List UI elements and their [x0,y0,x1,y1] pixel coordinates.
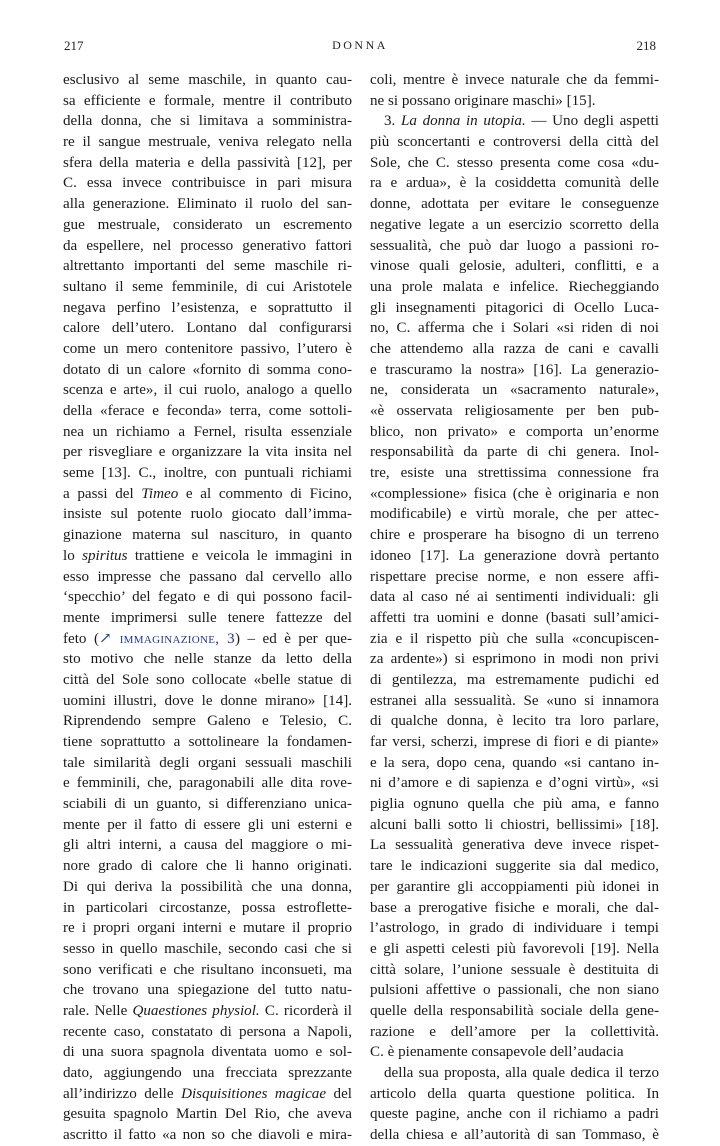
text-line: e la sera, dopo cena, quando «si cantano in- [370,754,659,771]
text-line: ne si possano originare maschi» [15]. [370,92,596,109]
text-line: 3. La donna in utopia. — Uno degli aspetti [384,113,660,130]
text-line: alla generazione. Eliminato il ruolo del san- [63,196,352,213]
text-line: base a prerogative fisiche e morali, che dal- [370,899,659,916]
running-title: DONNA [332,38,388,52]
text-line: Sole, che C. stesso presenta come cosa «du- [370,154,659,171]
text-line: a passi del Timeo e al commento di Ficino, [63,485,352,502]
text-line: rale. Nelle Quaestiones physiol. C. ricorderà il [63,1002,352,1019]
text-line: articolo della quarta questione politica. In [370,1085,659,1102]
text-line: ‘specchio’ del fegato e di qui possono facil- [63,589,352,606]
text-line: re i propri organi interni e mutare il proprio [63,920,352,937]
text-line: seme [13]. C., inoltre, con puntuali richiami [63,465,352,482]
text-line: responsabilità da parte di chi genera. Inol- [370,444,659,461]
italic-phrase: Timeo [141,485,179,502]
text-line: ascritto il fatto «a non so che diavoli e mira- [63,1127,352,1144]
text-line: insiste sul potente ruolo giocato dall’imma- [63,506,352,523]
text-line: che attendemo alla razza de cani e cavalli [370,340,659,357]
text-line: nea un richiamo a Fernel, risulta essenziale [63,423,352,440]
text-line: razione e dell’amore per la collettività. [370,1023,659,1040]
text-line: in particolari circostanze, possa estroflette- [63,899,352,916]
text-line: lo spiritus trattiene e veicola le immagini in [63,547,352,564]
text-line: l’astrologo, in grado di individuare i tempi [370,920,659,937]
italic-phrase: Quaestiones physiol. [132,1002,260,1019]
text-line: della sua proposta, alla quale dedica il terzo [384,1065,659,1081]
text-line: della «ferace e feconda» terra, come sottoli- [63,403,352,419]
text-line: esso impresse che passano dal cervello allo [63,568,352,585]
text-line: modificabile) e virtù morale, che per attec- [370,506,659,523]
text-line: idoneo [17]. La generazione dovrà pertanto [370,547,659,564]
text-line: sultano il seme femminile, di cui Aristotele [63,278,352,295]
text-line: calore dell’utero. Lontano dal configurarsi [63,320,352,337]
text-line: Riprendendo sempre Galeno e Telesio, C. [63,713,352,730]
text-line: alcuni balli sotto li chiostri, bellissimi» [18]. [370,816,659,833]
italic-phrase: spiritus [82,547,128,564]
right-text-column [370,70,659,1146]
italic-phrase: La donna in utopia. [400,113,526,130]
text-line: recente caso, constatato di persona a Napoli, [63,1023,352,1040]
text-line: quelle della responsabilità sociale della gene- [370,1002,659,1019]
text-line: mente per il fatto di essere gli uni esterni e [63,816,352,833]
text-line: e femminili, che, paragonabili alle dita rove- [63,775,352,792]
text-line: esclusivo al seme maschile, in quanto cau- [63,72,352,88]
text-line: della chiesa e all’autorità di san Tommaso, è [370,1127,659,1144]
text-line: tre, esiste una strettissima connessione fra [370,465,659,482]
text-line: tiene soprattutto a sottolineare la fondamen- [63,734,352,750]
text-line: per garantire gli accoppiamenti più idonei in [370,878,659,895]
text-line: scenza e arte», il cui ruolo, analogo a quello [63,382,352,399]
text-line: sessualità, che può dar luogo a passioni ro- [370,237,659,254]
text-line: della donna, che si limitava a somministra- [63,113,352,130]
page-number-right: 218 [636,38,656,53]
text-line: Di qui deriva la possibilità che una donna, [63,878,352,895]
text-line: chire e prosperare ha bisogno di un terreno [370,527,659,544]
text-line: sono verificati e che risultano inconsueti, ma [63,961,352,978]
text-line: una prole malata e infelice. Riecheggiando [370,278,659,295]
text-line: C. essa invece contribuisce in pari misura [63,175,352,192]
text-line: sto motivo che nelle stanze da letto della [63,651,352,668]
text-line: negative legate a un esercizio scorretto della [370,216,659,233]
text-line: pulsioni affettive o passionali, che non siano [370,982,659,999]
text-line: C. è pienamente consapevole dell’audacia [370,1044,624,1061]
text-line: ra e ardua», è la cosiddetta comunità delle [370,175,659,192]
text-line: di gentilezza, ma estremamente pudichi ed [370,671,659,688]
text-line: ginazione materna sul nascituro, in quanto [63,527,352,544]
text-line: affetti tra uomini e donne (basati sull’amici- [370,609,659,626]
text-line: far versi, scherzi, imprese di fiori e di piante» [370,734,659,750]
text-line: tare le indicazioni suggerite sia dal medico, [370,858,659,875]
text-line: più sconcertanti e controversi della città del [370,134,659,151]
text-line: e trascuramo la nostra» [16]. La generazio- [370,361,659,378]
text-line: gli altri interni, a causa del maggiore o mi- [63,837,352,854]
italic-phrase: Disquisitiones magicae [181,1085,327,1102]
page-number-left: 217 [64,38,84,53]
text-line: da espellere, nel processo generativo fattori [63,237,352,254]
text-line: zia e il rispetto più che sulla «concupiscen- [370,630,659,647]
text-line: «complessione» fisica (che è originaria e non [370,485,659,502]
text-line: dato, aggiungendo una frecciata sprezzante [63,1065,352,1081]
text-line: che trovano una spiegazione del tutto natu- [63,982,352,999]
text-line: tale similarità degli organi sessuali maschili [63,754,352,771]
text-line: dotato di un calore «fornito di somma cono- [63,361,352,378]
text-line: La sessualità generativa deve invece rispet- [370,837,659,854]
text-line: ne, considerata un «sacramento naturale», [370,382,659,399]
text-line: per risvegliare e organizzare la vita insita nel [63,444,352,461]
text-line: negava perfino l’esistenza, e soprattutto il [63,299,352,316]
text-line: di una suora spagnola diventata uomo e sol- [63,1044,352,1061]
text-line: donne, adottata per evitare le conseguenze [370,196,659,213]
text-line: città solare, l’unione sessuale è destituita di [370,961,659,978]
text-line: all’indirizzo delle Disquisitiones magicae del [63,1085,352,1102]
text-line: città del Sole sono collocate «belle statue di [63,671,352,688]
text-line: altrettanto importanti del seme maschile ri- [63,258,352,275]
text-line: blico, non privato» e comporta un’enorme [370,423,659,440]
left-text-column [63,70,352,1146]
cross-reference-link[interactable]: ↗ immaginazione, 3 [98,630,235,647]
text-line: ni d’amore e di sapienza e d’ogni virtù», «si [370,775,659,792]
text-line: mente imprimersi sulle tenere fattezze del [63,609,352,626]
text-line: re il sangue mestruale, veniva relegato nella [63,134,352,151]
text-line: nore grado di calore che li hanno originati. [63,858,352,875]
text-line: di qualche donna, è lecito tra loro parlare, [370,713,659,730]
text-line: estranei alla sessualità. Se «uno si innamora [370,692,659,709]
text-line: gesuita spagnolo Martin Del Rio, che aveva [63,1106,352,1123]
text-line: uomini illustri, dove le donne mirano» [14]. [63,692,352,709]
text-line: «è osservata religiosamente per ben pub- [370,403,659,419]
running-head [64,38,656,58]
text-line: sfera della materia e della passività [12], per [63,154,352,171]
text-line: za ardente») si esprimono in modi non privi [370,651,659,668]
text-line: data al caso né ai sentimenti individuali: gli [370,589,659,606]
text-line: queste pagine, anche con il richiamo a padri [370,1106,659,1123]
text-line: sa efficiente e formale, mentre il contributo [63,92,352,109]
text-line: feto (↗ immaginazione, 3) – ed è per que- [63,630,352,647]
text-line: vinose quali gelosie, adulteri, conflitti, e a [370,258,659,275]
text-line: no, C. afferma che i Solari «si riden di noi [370,320,659,337]
text-line: sciabili di un guanto, si differenziano unica- [63,796,352,813]
text-line: rispettare precise norme, e non essere affi- [370,568,659,585]
text-line: coli, mentre è invece naturale che da femmi- [370,72,659,88]
text-line: come un mero contenitore passivo, l’utero è [63,340,352,357]
text-line: gli insegnamenti pitagorici di Ocello Luca- [370,299,659,316]
text-line: piglia ognuno quella che più ama, e fanno [370,796,659,813]
text-line: gue mestruale, considerato un escremento [63,216,352,233]
text-line: e gli aspetti celesti più favorevoli [19]. Nella [370,940,659,957]
text-line: sesso in quello maschile, secondo casi che si [63,940,352,957]
